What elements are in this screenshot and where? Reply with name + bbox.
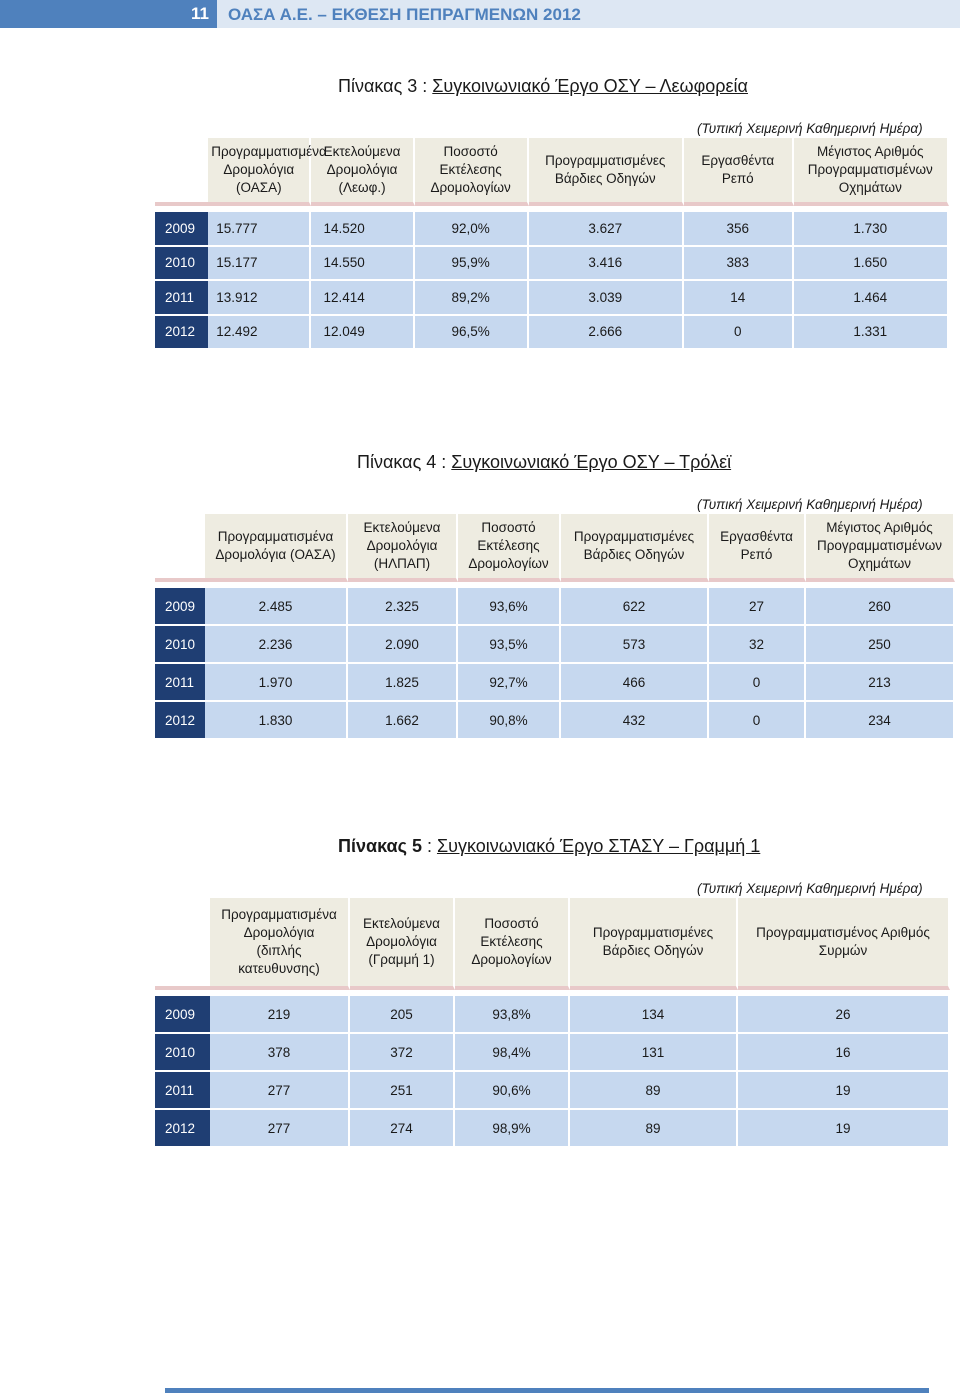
table-3-note: (Τυπική Χειμερινή Καθημερινή Ημέρα) xyxy=(697,121,923,136)
table-5-note: (Τυπική Χειμερινή Καθημερινή Ημέρα) xyxy=(697,881,923,896)
value-cell: 14.550 xyxy=(311,247,414,282)
column-header-line: (Λεωφ.) xyxy=(338,180,386,195)
column-header-line: Βάρδιες Οδηγών xyxy=(602,943,704,958)
table-5 xyxy=(155,898,950,1148)
column-header xyxy=(311,138,414,206)
year-cell: 2010 xyxy=(155,626,205,664)
page-number: 11 xyxy=(0,0,217,28)
column-header-line: Εκτέλεσης xyxy=(477,538,540,553)
value-cell: 131 xyxy=(570,1034,738,1072)
table-4-note: (Τυπική Χειμερινή Καθημερινή Ημέρα) xyxy=(697,497,923,512)
column-header-line: Εκτελούμενα xyxy=(363,916,440,931)
value-cell: 93,6% xyxy=(458,588,561,626)
column-header-line: (διπλής xyxy=(256,943,302,958)
value-cell: 250 xyxy=(806,626,955,664)
value-cell: 1.464 xyxy=(794,281,949,316)
column-header-line: (ΗΛΠΑΠ) xyxy=(373,556,431,571)
column-header-line: Οχημάτων xyxy=(847,556,912,571)
column-header-line: Ποσοστό xyxy=(443,144,498,159)
column-header-line: (ΟΑΣΑ) xyxy=(236,180,282,195)
value-cell: 3.627 xyxy=(529,212,684,247)
value-cell: 12.492 xyxy=(208,316,311,351)
table-row xyxy=(155,664,955,702)
table-row xyxy=(155,1110,950,1148)
column-header-line: Βάρδιες Οδηγών xyxy=(583,547,685,562)
value-cell: 1.830 xyxy=(205,702,348,740)
value-cell: 277 xyxy=(210,1110,350,1148)
table-row xyxy=(155,212,949,247)
value-cell: 573 xyxy=(561,626,709,664)
value-cell: 1.970 xyxy=(205,664,348,702)
value-cell: 93,8% xyxy=(455,996,570,1034)
table-row xyxy=(155,1072,950,1110)
value-cell: 205 xyxy=(350,996,455,1034)
column-header-line: Οχημάτων xyxy=(838,180,902,195)
value-cell: 1.825 xyxy=(348,664,458,702)
column-header-line: Δρομολόγια xyxy=(366,934,437,949)
value-cell: 134 xyxy=(570,996,738,1034)
value-cell: 622 xyxy=(561,588,709,626)
value-cell: 2.236 xyxy=(205,626,348,664)
year-cell: 2009 xyxy=(155,996,210,1034)
column-header-line: Δρομολόγια xyxy=(326,162,398,177)
column-header xyxy=(561,514,709,582)
table-row xyxy=(155,247,949,282)
value-cell: 95,9% xyxy=(415,247,529,282)
value-cell: 27 xyxy=(709,588,806,626)
document-title: ΟΑΣΑ Α.Ε. – ΕΚΘΕΣΗ ΠΕΠΡΑΓΜΕΝΩΝ 2012 xyxy=(228,5,581,24)
value-cell: 234 xyxy=(806,702,955,740)
table-3-separator: : xyxy=(417,76,433,96)
value-cell: 260 xyxy=(806,588,955,626)
column-header-line: Προγραμματισμένες xyxy=(592,925,714,940)
year-cell: 2010 xyxy=(155,1034,210,1072)
column-header-line: Ποσοστό xyxy=(481,520,536,535)
value-cell: 98,9% xyxy=(455,1110,570,1148)
table-row xyxy=(155,316,949,351)
column-header-line: Προγραμματισμένων xyxy=(816,538,943,553)
column-header-line: Δρομολογίων xyxy=(468,556,549,571)
table-4-title xyxy=(357,452,731,473)
value-cell: 251 xyxy=(350,1072,455,1110)
corner-cell xyxy=(155,138,208,206)
value-cell: 89 xyxy=(570,1110,738,1148)
value-cell: 14.520 xyxy=(311,212,414,247)
column-header-line: Συρμών xyxy=(818,943,868,958)
table-row xyxy=(155,1034,950,1072)
value-cell: 92,7% xyxy=(458,664,561,702)
column-header xyxy=(709,514,806,582)
value-cell: 12.414 xyxy=(311,281,414,316)
table-row xyxy=(155,588,955,626)
table-row xyxy=(155,996,950,1034)
value-cell: 1.331 xyxy=(794,316,949,351)
value-cell: 277 xyxy=(210,1072,350,1110)
table-3-label: Πίνακας 3 xyxy=(338,76,418,96)
value-cell: 92,0% xyxy=(415,212,529,247)
table-3-title xyxy=(338,76,748,97)
value-cell: 383 xyxy=(684,247,794,282)
value-cell: 0 xyxy=(684,316,794,351)
year-cell: 2009 xyxy=(155,212,208,247)
value-cell: 0 xyxy=(709,702,806,740)
column-header-line: Προγραμματισμένων xyxy=(807,162,933,177)
value-cell: 3.416 xyxy=(529,247,684,282)
column-header-line: Εκτέλεσης xyxy=(480,934,543,949)
value-cell: 16 xyxy=(738,1034,950,1072)
column-header xyxy=(570,898,738,990)
value-cell: 274 xyxy=(350,1110,455,1148)
column-header xyxy=(738,898,950,990)
value-cell: 3.039 xyxy=(529,281,684,316)
column-header xyxy=(529,138,684,206)
table-row xyxy=(155,702,955,740)
column-header xyxy=(794,138,949,206)
table-3 xyxy=(155,138,949,350)
table-4-subtitle: Συγκοινωνιακό Έργο ΟΣΥ – Τρόλεϊ xyxy=(451,452,732,472)
column-header-line: Δρομολόγια xyxy=(223,162,295,177)
year-cell: 2011 xyxy=(155,664,205,702)
table-4 xyxy=(155,514,955,740)
column-header xyxy=(350,898,455,990)
column-header-line: Προγραμματισμένος Αριθμός xyxy=(756,925,930,940)
column-header xyxy=(205,514,348,582)
column-header-line: Δρομολογίων xyxy=(430,180,511,195)
column-header-line: Προγραμματισμένα xyxy=(211,144,327,159)
column-header-line: Προγραμματισμένες xyxy=(573,529,695,544)
column-header xyxy=(684,138,794,206)
column-header xyxy=(348,514,458,582)
column-header-line: Δρομολόγια xyxy=(243,925,315,940)
value-cell: 372 xyxy=(350,1034,455,1072)
column-header-line: κατευθυνσης) xyxy=(238,961,320,976)
value-cell: 14 xyxy=(684,281,794,316)
column-header xyxy=(210,898,350,990)
value-cell: 93,5% xyxy=(458,626,561,664)
table-5-title xyxy=(338,836,760,857)
year-cell: 2011 xyxy=(155,1072,210,1110)
year-cell: 2012 xyxy=(155,702,205,740)
column-header-line: Εργασθέντα xyxy=(701,153,775,168)
column-header-line: (Γραμμή 1) xyxy=(368,952,435,967)
value-cell: 19 xyxy=(738,1072,950,1110)
year-cell: 2012 xyxy=(155,316,208,351)
value-cell: 90,8% xyxy=(458,702,561,740)
value-cell: 19 xyxy=(738,1110,950,1148)
table-5-subtitle: Συγκοινωνιακό Έργο ΣΤΑΣΥ – Γραμμή 1 xyxy=(436,836,761,856)
value-cell: 0 xyxy=(709,664,806,702)
column-header-line: Δρομολόγια (ΟΑΣΑ) xyxy=(215,547,336,562)
value-cell: 356 xyxy=(684,212,794,247)
column-header xyxy=(455,898,570,990)
column-header xyxy=(458,514,561,582)
table-5-separator: : xyxy=(421,836,437,856)
value-cell: 89,2% xyxy=(415,281,529,316)
value-cell: 2.666 xyxy=(529,316,684,351)
column-header xyxy=(208,138,327,206)
corner-cell xyxy=(155,898,210,990)
table-3-subtitle: Συγκοινωνιακό Έργο ΟΣΥ – Λεωφορεία xyxy=(432,76,748,96)
column-header-line: Δρομολόγια xyxy=(366,538,438,553)
table-row xyxy=(155,626,955,664)
table-4-separator: : xyxy=(436,452,452,472)
column-header xyxy=(806,514,955,582)
value-cell: 219 xyxy=(210,996,350,1034)
column-header-line: Εκτελούμενα xyxy=(323,144,401,159)
value-cell: 96,5% xyxy=(415,316,529,351)
column-header-line: Μέγιστος Αριθμός xyxy=(826,520,933,535)
value-cell: 213 xyxy=(806,664,955,702)
value-cell: 1.650 xyxy=(794,247,949,282)
column-header-line: Προγραμματισμένα xyxy=(217,529,334,544)
column-header-line: Εκτέλεσης xyxy=(439,162,502,177)
value-cell: 1.662 xyxy=(348,702,458,740)
value-cell: 1.730 xyxy=(794,212,949,247)
value-cell: 32 xyxy=(709,626,806,664)
value-cell: 26 xyxy=(738,996,950,1034)
column-header-line: Ρεπό xyxy=(721,171,754,186)
table-5-label: Πίνακας 5 xyxy=(338,836,422,856)
value-cell: 432 xyxy=(561,702,709,740)
value-cell: 13.912 xyxy=(208,281,311,316)
value-cell: 12.049 xyxy=(311,316,414,351)
corner-cell xyxy=(155,514,205,582)
value-cell: 466 xyxy=(561,664,709,702)
table-4-label: Πίνακας 4 xyxy=(357,452,437,472)
column-header-line: Βάρδιες Οδηγών xyxy=(554,171,656,186)
column-header-line: Μέγιστος Αριθμός xyxy=(817,144,924,159)
column-header-line: Προγραμματισμένα xyxy=(221,907,337,922)
column-header-line: Προγραμματισμένες xyxy=(545,153,666,168)
column-header-line: Εκτελούμενα xyxy=(363,520,441,535)
value-cell: 90,6% xyxy=(455,1072,570,1110)
year-cell: 2009 xyxy=(155,588,205,626)
footer-rule xyxy=(165,1388,929,1393)
value-cell: 98,4% xyxy=(455,1034,570,1072)
year-cell: 2010 xyxy=(155,247,208,282)
value-cell: 2.090 xyxy=(348,626,458,664)
value-cell: 2.485 xyxy=(205,588,348,626)
column-header-line: Ρεπό xyxy=(740,547,773,562)
table-row xyxy=(155,281,949,316)
year-cell: 2011 xyxy=(155,281,208,316)
column-header xyxy=(415,138,529,206)
value-cell: 378 xyxy=(210,1034,350,1072)
value-cell: 89 xyxy=(570,1072,738,1110)
column-header-line: Δρομολογίων xyxy=(471,952,552,967)
year-cell: 2012 xyxy=(155,1110,210,1148)
value-cell: 15.177 xyxy=(208,247,311,282)
column-header-line: Ποσοστό xyxy=(484,916,539,931)
value-cell: 2.325 xyxy=(348,588,458,626)
column-header-line: Εργασθέντα xyxy=(720,529,793,544)
value-cell: 15.777 xyxy=(208,212,311,247)
